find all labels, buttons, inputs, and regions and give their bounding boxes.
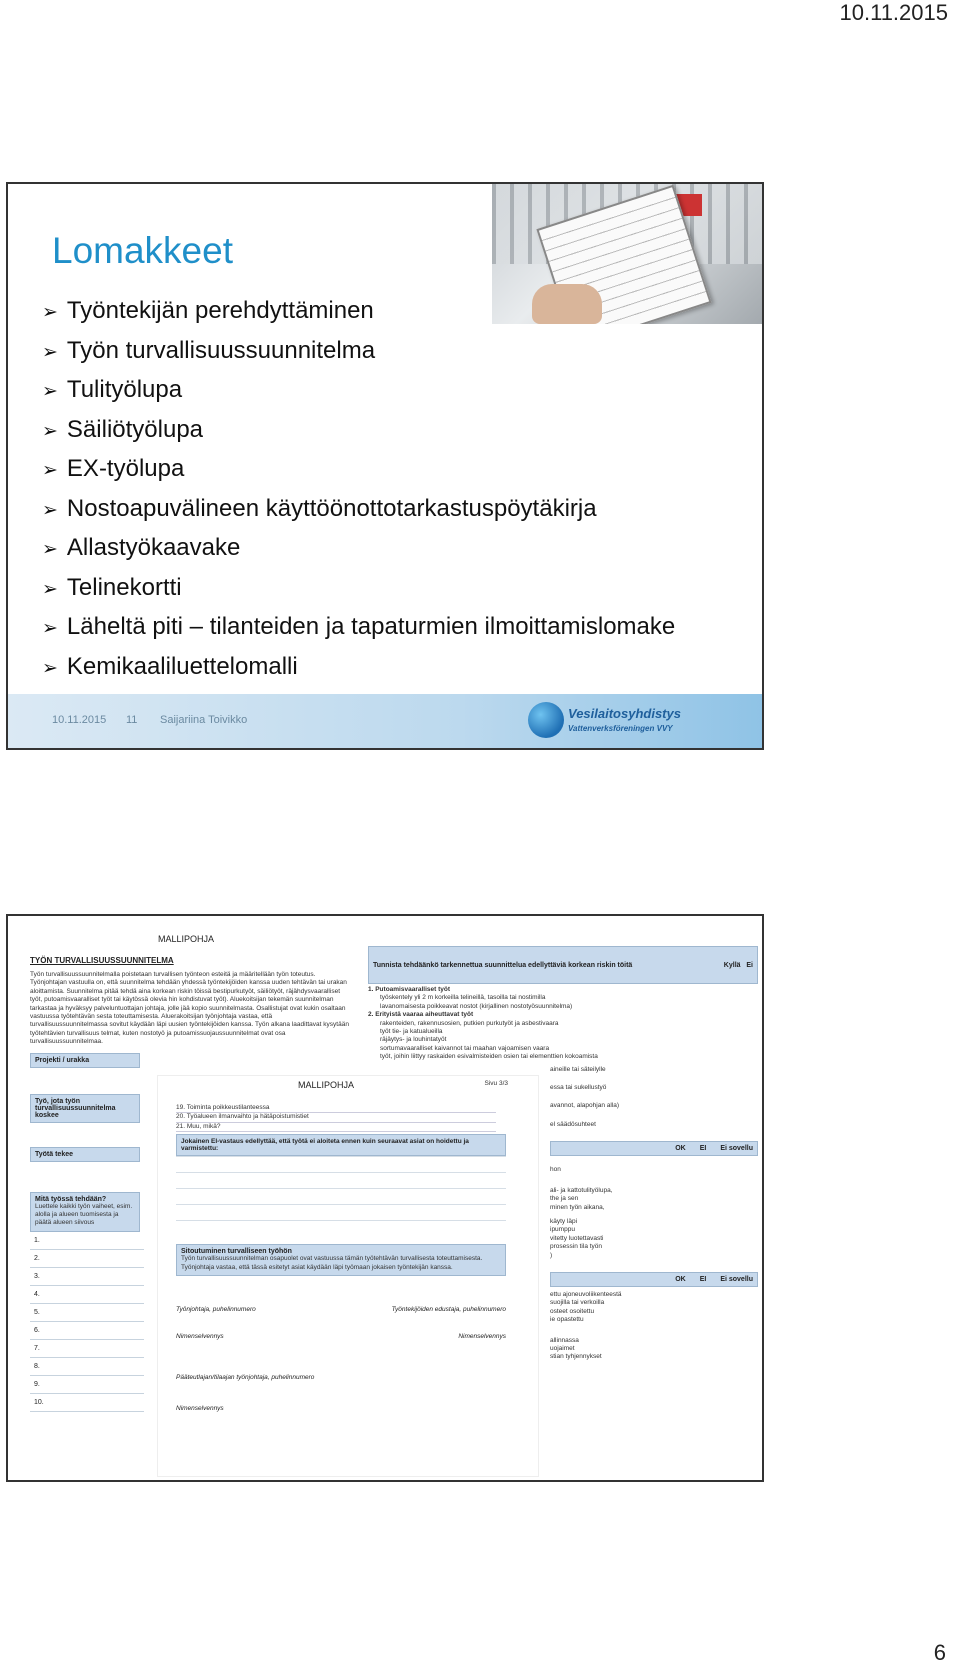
signature-label: Pääteutlajan/tilaajan työnjohtaja, puhelinnumero bbox=[176, 1374, 315, 1382]
signature-label: Työntekijöiden edustaja, puhelinnumero bbox=[391, 1306, 506, 1314]
col-ei: EI bbox=[699, 1275, 707, 1283]
partial-line: ettu ajoneuvoliikenteestä bbox=[550, 1290, 622, 1298]
task-row: 7. bbox=[30, 1340, 144, 1358]
section-1: 1. Putoamisvaaralliset työt bbox=[368, 986, 451, 993]
partial-line: ipumppu bbox=[550, 1226, 575, 1234]
col-ok: OK bbox=[675, 1275, 686, 1283]
signature-label: Nimenselvennys bbox=[176, 1405, 224, 1413]
plan-item: 21. Muu, mikä? bbox=[176, 1123, 496, 1132]
work-field: Työ, jota työn turvallisuussuunnitelma koskee bbox=[30, 1094, 140, 1123]
signature-label: Nimenselvennys bbox=[458, 1333, 506, 1341]
partial-line: minen työn aikana, bbox=[550, 1203, 605, 1211]
partial-line: hon bbox=[550, 1166, 561, 1174]
task-hint: Luettele kaikki työn vaiheet, esim. alolla ja alueen tuomisesta ja päätä alueen siivous bbox=[35, 1202, 133, 1227]
section-2: 2. Erityistä vaaraa aiheuttavat työt bbox=[368, 1011, 474, 1019]
risk-item: sortumavaaralliset kaivannot tai maahan vajoamisen vaara bbox=[380, 1044, 550, 1052]
task-row: 3. bbox=[30, 1268, 144, 1286]
task-label: Mitä työssä tehdään? bbox=[35, 1195, 107, 1203]
doc-header: MALLIPOHJA bbox=[158, 934, 215, 944]
task-row: 10. bbox=[30, 1394, 144, 1412]
project-field: Projekti / urakka bbox=[30, 1053, 140, 1068]
partial-line: käyty läpi bbox=[550, 1217, 578, 1225]
risk-item: työt tie- ja katualueilla bbox=[380, 1028, 443, 1036]
plan-item: 19. Toiminta poikkeustilanteessa bbox=[176, 1104, 496, 1113]
partial-line: the ja sen bbox=[550, 1195, 579, 1203]
list-item: ➢ Työntekijän perehdyttäminen bbox=[42, 292, 675, 332]
logo-subtitle: Vattenverksföreningen VVY bbox=[568, 724, 673, 733]
list-item: ➢ Allastyökaavake bbox=[42, 529, 675, 569]
check-header bbox=[550, 1141, 758, 1156]
list-item: ➢ Työn turvallisuussuunnitelma bbox=[42, 332, 675, 372]
list-item: ➢ EX-työlupa bbox=[42, 450, 675, 490]
partial-line: suojilla tai verkoilla bbox=[550, 1299, 605, 1307]
partial-line: avannot, alapohjan alla) bbox=[550, 1102, 620, 1110]
check-header-2 bbox=[550, 1272, 758, 1287]
slide-form-preview bbox=[6, 914, 764, 1482]
page-date: 10.11.2015 bbox=[839, 0, 948, 25]
slide-lomakkeet bbox=[6, 182, 764, 750]
risk-header bbox=[368, 946, 758, 984]
list-item: ➢ Tulityölupa bbox=[42, 371, 675, 411]
col-na: Ei sovellu bbox=[720, 1145, 753, 1153]
notes-area bbox=[176, 1156, 506, 1236]
commit-text: Työn turvallisuussuunnitelman osapuolet ovat vastuussa tämän työtehtävän turvallisesta toteuttamisesta. Työnjohtaja vastaa, että tässä esitetyt asiat käydään läpi työmaan jokaisen työntekijän kanssa. bbox=[181, 1255, 483, 1271]
col-no: Ei bbox=[746, 961, 753, 969]
partial-line: prosessin tila työn bbox=[550, 1243, 603, 1251]
partial-line: uojaimet bbox=[550, 1344, 575, 1352]
risk-item: räjäytys- ja louhintatyöt bbox=[380, 1036, 447, 1044]
risk-item: työskentely yli 2 m korkeilla telineillä, tasoilla tai nostimilla bbox=[380, 994, 546, 1002]
doc-intro: Työn turvallisuussuunnitelmalla poistetaan turvallisen työnteon esteitä ja määritellään työn toteutus. Työnjohtajan vastuulla on, että suunnitelma tehdään yhdessä työntekijöiden kanssa uuden tehtävän tai urakan aloittamista. Suunnitelma pitää tehdä aina korkean riskin töissä bestipurkutyöt, säiliötyöt, räjähdysvaaralliset työt, putoamisvaaralliset työt tai käytössä olevia hin kohdistuvat työt). Aluekoitsijan tekemän suunnitelman tarkastaa ja hyväksyy palveluntuottajan johtaja, jolle jää kopio suunnitelmasta. Osallistujat ovat kukin osaltaan vastuussa työtehtävän sesta toteuttamisesta. Aluerakoitsijan työnjohtaja vastaa, että turvallisuussuunnitelmassa sovitut käydään läpi uusien työntekijöiden kanssa. Työn alkana laadittavat kysytään työtehtävien turvallisuus telmat, kuten nostotyö ja putoamissuojaussuunnitelmat ovat osa turvallisuussuunnitelmaa. bbox=[30, 971, 349, 1046]
list-item: ➢ Telinekortti bbox=[42, 569, 675, 609]
partial-line: osteet osoitettu bbox=[550, 1307, 595, 1315]
footer-author: Saijariina Toivikko bbox=[160, 714, 248, 726]
partial-line: stian tyhjennykset bbox=[550, 1353, 602, 1361]
footer-date: 10.11.2015 bbox=[52, 714, 107, 726]
task-field bbox=[30, 1192, 140, 1232]
signature-label: Nimenselvennys bbox=[176, 1333, 224, 1341]
col-ei: EI bbox=[699, 1145, 707, 1153]
page-label: Sivu 3/3 bbox=[484, 1080, 508, 1087]
partial-line: ali- ja kattotulityölupa, bbox=[550, 1186, 613, 1194]
bullet-list bbox=[42, 292, 675, 687]
risk-item: työt, joihin liittyy raskaiden esivalmisteiden osien tai elementtien kokoamista bbox=[380, 1053, 598, 1061]
task-row: 9. bbox=[30, 1376, 144, 1394]
logo-icon bbox=[528, 702, 564, 738]
footer-slide-number: 11 bbox=[126, 714, 138, 726]
list-item: ➢ Säiliötyölupa bbox=[42, 411, 675, 451]
col-yes: Kyllä bbox=[723, 961, 741, 969]
partial-line: essa tai sukellustyö bbox=[550, 1084, 607, 1092]
logo-name: Vesilaitosyhdistys bbox=[568, 706, 681, 721]
risk-item: rakenteiden, rakennusosien, putkien purkutyöt ja asbestivaara bbox=[380, 1019, 559, 1027]
task-row: 6. bbox=[30, 1322, 144, 1340]
task-row: 4. bbox=[30, 1286, 144, 1304]
partial-line: vitetty luotettavasti bbox=[550, 1234, 604, 1242]
page-number: 6 bbox=[933, 1640, 946, 1665]
col-na: Ei sovellu bbox=[720, 1275, 753, 1283]
partial-line: el säädösuhteet bbox=[550, 1120, 596, 1128]
slide-footer bbox=[8, 694, 762, 748]
task-row: 5. bbox=[30, 1304, 144, 1322]
partial-line: allinnassa bbox=[550, 1336, 579, 1344]
col-ok: OK bbox=[675, 1145, 686, 1153]
task-row: 1. bbox=[30, 1232, 144, 1250]
doer-field: Työtä tekee bbox=[30, 1147, 140, 1162]
doc-title: TYÖN TURVALLISUUSSUUNNITELMA bbox=[30, 956, 174, 965]
task-row: 8. bbox=[30, 1358, 144, 1376]
risk-title: Tunnista tehdäänkö tarkennettua suunnittelua edellyttäviä korkean riskin töitä bbox=[373, 961, 633, 969]
commit-title: Sitoutuminen turvalliseen työhön bbox=[181, 1248, 292, 1256]
partial-line: aineille tai säteilylle bbox=[550, 1065, 606, 1073]
doc-header: MALLIPOHJA bbox=[298, 1080, 355, 1090]
list-item: ➢ Läheltä piti – tilanteiden ja tapaturmien ilmoittamislomake bbox=[42, 608, 675, 648]
safety-plan-page-3 bbox=[158, 1076, 538, 1476]
partial-line: ) bbox=[550, 1251, 553, 1259]
partial-line: ie opastettu bbox=[550, 1316, 584, 1324]
commit-section bbox=[176, 1244, 506, 1276]
signature-label: Työnjohtaja, puhelinnumero bbox=[176, 1306, 256, 1314]
warning-bar: Jokainen EI-vastaus edellyttää, että työtä ei aloiteta ennen kuin seuraavat asiat on hoidettu ja varmistettu: bbox=[176, 1134, 506, 1156]
task-row: 2. bbox=[30, 1250, 144, 1268]
list-item: ➢ Kemikaaliluettelomalli bbox=[42, 648, 675, 688]
plan-item: 20. Työalueen ilmanvaihto ja hätäpoistumistiet bbox=[176, 1113, 496, 1122]
risk-item: lavanomaisesta poikkeavat nostot (kirjallinen nostotyösuunnitelma) bbox=[380, 1002, 573, 1010]
list-item: ➢ Nostoapuvälineen käyttöönottotarkastuspöytäkirja bbox=[42, 490, 675, 530]
slide-title: Lomakkeet bbox=[52, 230, 233, 271]
